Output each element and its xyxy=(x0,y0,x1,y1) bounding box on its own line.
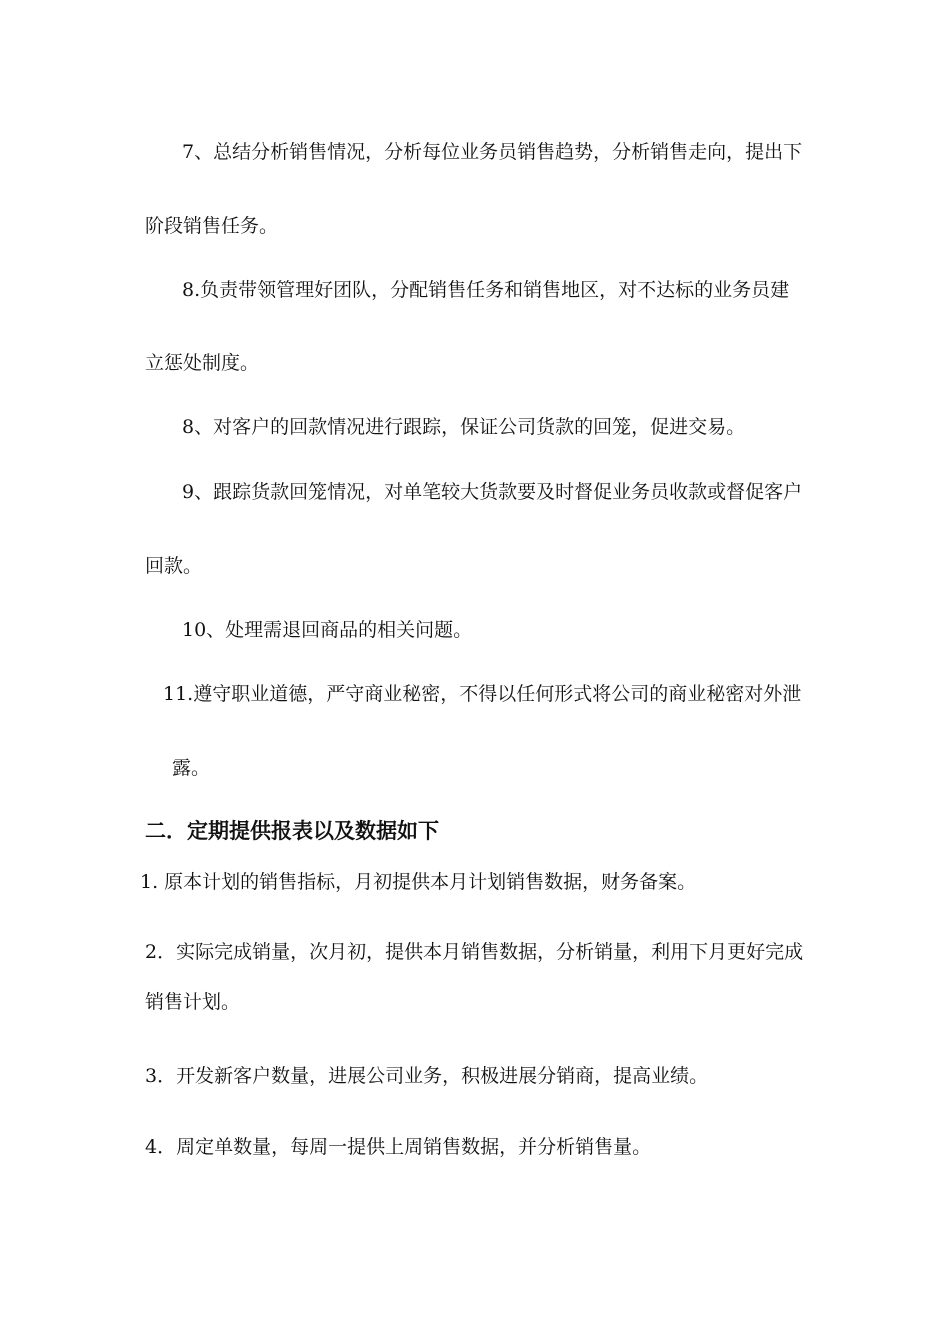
item-7-line-1: 7、总结分析销售情况，分析每位业务员销售趋势，分析销售走向，提出下 xyxy=(182,141,803,163)
report-item-2-line-2: 销售计划。 xyxy=(145,991,241,1013)
item-9-line-2: 回款。 xyxy=(145,555,203,577)
report-item-2-line-1: 2．实际完成销量，次月初，提供本月销售数据，分析销量，利用下月更好完成 xyxy=(145,941,804,963)
report-item-1-line-1: 1. 原本计划的销售指标，月初提供本月计划销售数据，财务备案。 xyxy=(140,871,697,893)
section-title: 二．定期提供报表以及数据如下 xyxy=(145,818,439,843)
report-item-3-line-1: 3．开发新客户数量，进展公司业务，积极进展分销商，提高业绩。 xyxy=(145,1065,709,1087)
item-8b-line-1: 8、对客户的回款情况进行跟踪，保证公司货款的回笼，促进交易。 xyxy=(182,416,746,438)
item-8a-line-2: 立惩处制度。 xyxy=(145,352,260,374)
item-11-line-1: 11.遵守职业道德，严守商业秘密，不得以任何形式将公司的商业秘密对外泄 xyxy=(163,683,802,705)
report-item-4-line-1: 4．周定单数量，每周一提供上周销售数据，并分析销售量。 xyxy=(145,1136,652,1158)
item-8a-line-1: 8.负责带领管理好团队，分配销售任务和销售地区，对不达标的业务员建 xyxy=(182,279,790,301)
item-11-line-2: 露。 xyxy=(172,757,211,779)
item-9-line-1: 9、跟踪货款回笼情况，对单笔较大货款要及时督促业务员收款或督促客户 xyxy=(182,481,803,503)
item-10-line-1: 10、处理需退回商品的相关问题。 xyxy=(182,619,473,641)
item-7-line-2: 阶段销售任务。 xyxy=(145,215,279,237)
